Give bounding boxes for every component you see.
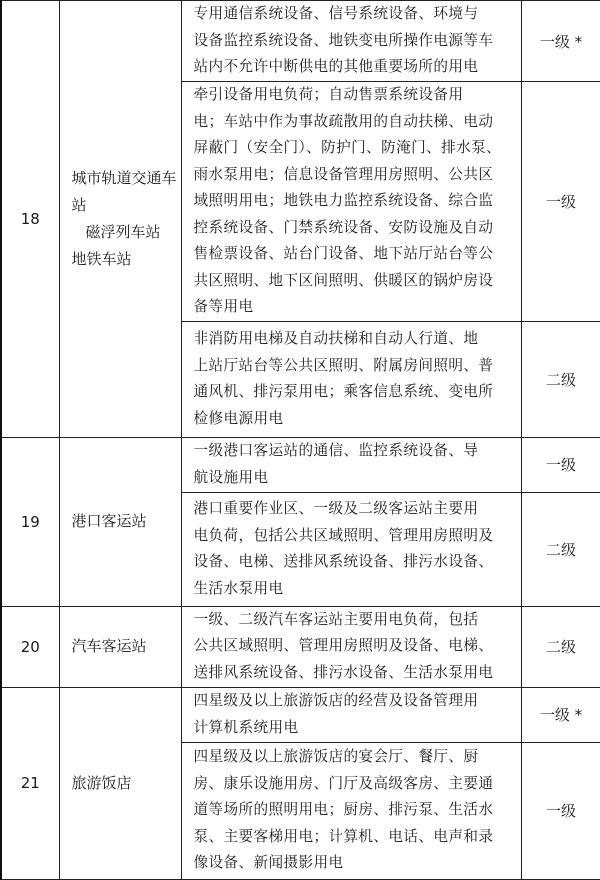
load-level: 一级 [521, 742, 600, 879]
load-description: 非消防用电梯及自动扶梯和自动人行道、地 上站厅站台等公共区照明、附属房间照明、普 通风机、排污泵用电；乘客信息系统、变电所 检修电源用电 [181, 321, 521, 437]
table-row [1, 437, 600, 492]
load-level: 一级 [521, 82, 600, 322]
load-description: 四星级及以上旅游饭店的经营及设备管理用 计算机系统用电 [181, 687, 521, 742]
place-cell [59, 437, 181, 606]
place-line: 旅游饭店 [71, 773, 132, 792]
load-description: 牵引设备用电负荷；自动售票系统设备用 电；车站中作为事故疏散用的自动扶梯、电动 屏蔽门（安全门）、防护门、防淹门、排水泵、 雨水泵用电；信息设备管理用房照明、公共区 域照明用电；地铁电力监控系统设备、综合监 控系统设备、门禁系统设备、安防设施及自动 售检票设备、站台门设备、地下站厅站台等公 共区照明、地下区间照明、供暖区的锅炉房设 备等用电 [181, 82, 521, 322]
row-number: 20 [1, 606, 59, 687]
load-level: 二级 [521, 321, 600, 437]
load-description: 一级、二级汽车客运站主要用电负荷，包括 公共区域照明、管理用房照明及设备、电梯、 送排风系统设备、排污水设备、生活水泵用电 [181, 606, 521, 687]
row-number: 18 [1, 1, 59, 438]
row-number: 19 [1, 437, 59, 606]
place-cell [59, 606, 181, 687]
place-line: 地铁车站 [71, 249, 132, 268]
load-description: 港口重要作业区、一级及二级客运站主要用 电负荷，包括公共区域照明、管理用房照明及 设备、电梯、送排风系统设备、排污水设备、 生活水泵用电 [181, 492, 521, 606]
load-level: 一级 * [521, 687, 600, 742]
place-cell [59, 1, 181, 438]
place-line: 磁浮列车站 [85, 222, 161, 241]
load-description: 专用通信系统设备、信号系统设备、环境与 设备监控系统设备、地铁变电所操作电源等车 站内不允许中断供电的其他重要场所的用电 [181, 1, 521, 82]
place-line: 港口客运站 [71, 512, 147, 530]
load-level: 一级 * [521, 1, 600, 82]
place-line: 城市轨道交通车站 [71, 168, 177, 214]
table-row [1, 687, 600, 742]
table-row [1, 1, 600, 82]
load-level: 一级 [521, 437, 600, 492]
table-row [1, 606, 600, 687]
row-number: 21 [1, 687, 59, 879]
load-level: 二级 [521, 606, 600, 687]
load-description: 一级港口客运站的通信、监控系统设备、导 航设施用电 [181, 437, 521, 492]
place-line: 汽车客运站 [71, 637, 147, 655]
place-cell [59, 687, 181, 879]
load-level: 二级 [521, 492, 600, 606]
load-description: 四星级及以上旅游饭店的宴会厅、餐厅、厨 房、康乐设施用房、门厅及高级客房、主要通 道等场所的照明用电；厨房、排污泵、生活水 泵、主要客梯用电；计算机、电话、电声和录 像设备、新闻摄影用电 [181, 742, 521, 879]
